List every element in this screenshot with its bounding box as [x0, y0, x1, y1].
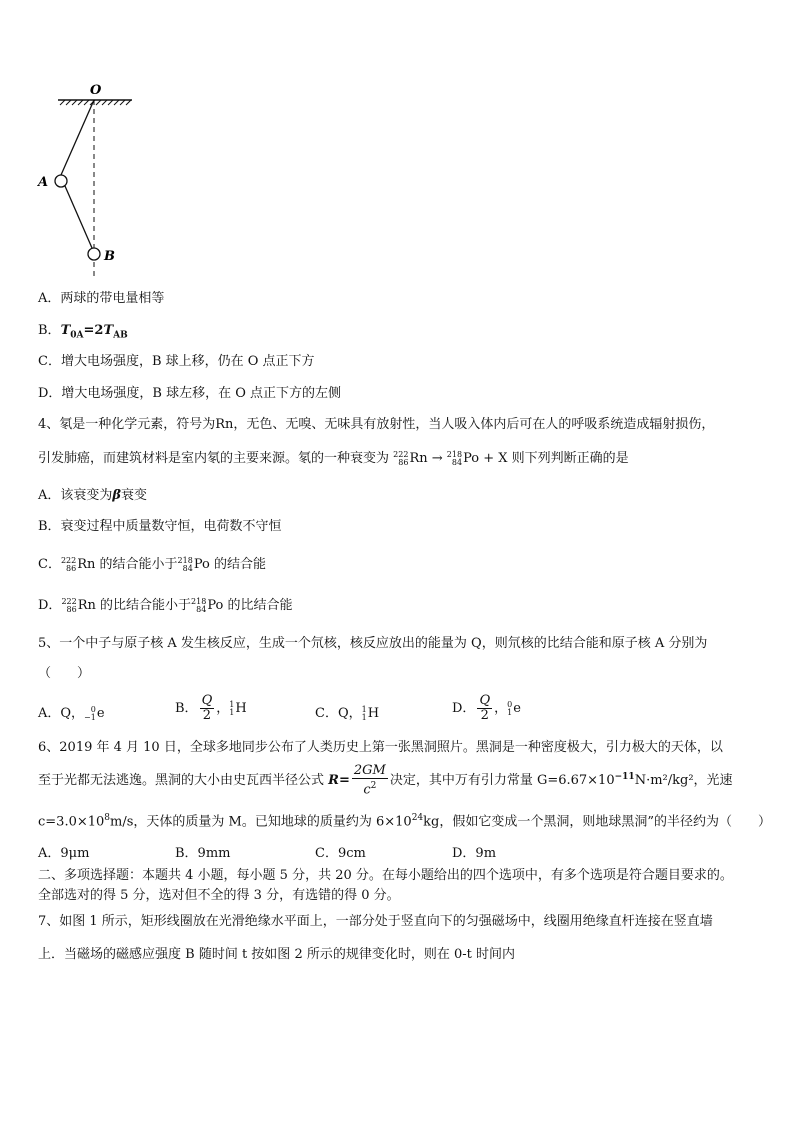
- q6-option-b: B．9mm: [175, 846, 231, 861]
- d-rn-mass: 222: [61, 596, 77, 606]
- q6-den-sup: 2: [370, 781, 377, 791]
- d-po-numbers: [191, 598, 206, 614]
- q4-option-b: B．衰变过程中质量数守恒，电荷数不守恒: [38, 519, 282, 534]
- c-po-symbol: Po: [193, 557, 210, 572]
- q6-option-d: D．9m: [452, 846, 497, 861]
- q5-option-b: [175, 694, 247, 723]
- c-rn-mass: 222: [60, 555, 77, 565]
- q4-a-pre: A．该衰变为: [38, 488, 113, 503]
- q4-a-post: 衰变: [121, 488, 148, 503]
- q5-d-text: D．: [452, 701, 476, 716]
- q5-option-c: [315, 702, 379, 722]
- c-rn-numbers: [61, 557, 76, 573]
- q6-option-c: C．9cm: [315, 846, 366, 861]
- q5-a-nuc: [84, 706, 96, 722]
- label-b: B: [104, 249, 115, 264]
- rn-mass: 222: [393, 449, 409, 459]
- q4-option-d: [38, 597, 293, 615]
- q5-b-mass: 1: [229, 699, 235, 709]
- q5-b-frac: [200, 694, 215, 723]
- q6-line3: [38, 809, 771, 831]
- q5-b-den: 2: [202, 708, 212, 723]
- q5-b-text: B．: [175, 701, 198, 716]
- q5-a-mass: 0: [90, 704, 96, 714]
- q6-c-exp: 8: [104, 813, 111, 823]
- q3-b-t-sub: 0A: [70, 330, 84, 341]
- q5-c-nuc: [362, 706, 367, 722]
- q6-line3-post: m/s，天体的质量为 M。已知地球的质量约为 6×10: [110, 814, 412, 830]
- q5-a-charge: −1: [84, 712, 96, 722]
- q4-c-pre: C．: [38, 557, 61, 572]
- q5-d-nuc: [507, 701, 512, 717]
- rn-nuclide-numbers: [393, 451, 408, 467]
- q6-line2-unit: N·m²/kg²，光速: [634, 773, 733, 789]
- string-ab: [65, 186, 92, 248]
- q6-frac-num: 2GM: [353, 763, 386, 778]
- q4-d-pre: D．: [38, 598, 62, 613]
- beta-symbol: β: [112, 488, 122, 503]
- q5-option-d: [452, 694, 521, 723]
- q4-option-c: [38, 556, 266, 574]
- q6-line3-end: kg，假如它变成一个黑洞，则地球黑洞”的半径约为（ ）: [423, 814, 772, 830]
- q6-frac-den: [352, 779, 388, 797]
- q6-line2-post: 决定，其中万有引力常量 G=6.67×10: [389, 773, 615, 789]
- q5-b-sym: H: [235, 701, 247, 716]
- section2-line2: 全部选对的得 5 分，选对但不全的得 3 分，有选错的得 0 分。: [38, 888, 400, 903]
- po-mass: 218: [446, 449, 463, 459]
- d-rn-numbers: [61, 598, 76, 614]
- rn-symbol: Rn: [409, 451, 428, 466]
- section2-line1: 二、多项选择题：本题共 4 小题，每小题 5 分，共 20 分。在每小题给出的四个选项中，有多个选项是符合题目要求的。: [38, 868, 733, 883]
- c-po-charge: 84: [182, 563, 193, 573]
- q6-den-c: c: [363, 782, 371, 798]
- q4-line2-post: 则下列判断正确的是: [507, 451, 629, 466]
- po-nuclide-numbers: [447, 451, 462, 467]
- q5-b-charge: 1: [229, 707, 235, 717]
- q6-g-exp: −11: [614, 771, 635, 782]
- d-po-symbol: Po: [207, 598, 224, 613]
- q5-paren: （ ）: [38, 666, 91, 681]
- q3-b-t2: T: [103, 323, 114, 338]
- d-po-mass: 218: [191, 596, 207, 606]
- plus-x: + X: [483, 451, 508, 466]
- q5-c-charge: 1: [361, 712, 367, 722]
- q5-c-mass: 1: [361, 704, 367, 714]
- q3-b-t2-sub: AB: [113, 330, 128, 341]
- q3-b-prefix: B．: [38, 323, 61, 338]
- q5-d-mass: 0: [507, 699, 513, 709]
- q6-line2: [38, 764, 733, 797]
- q3-option-c: C．增大电场强度，B 球上移，仍在 O 点正下方: [38, 354, 315, 369]
- d-po-charge: 84: [196, 604, 207, 614]
- q4-line2-pre: 引发肺癌，而建筑材料是室内氡的主要来源。氡的一种衰变为: [38, 451, 390, 466]
- schwarzschild-fraction: [352, 764, 388, 797]
- q5-d-charge: 1: [507, 707, 513, 717]
- q5-d-frac: [477, 694, 492, 723]
- q4-d-post: 的比结合能: [223, 598, 293, 613]
- q5-c-sym: H: [367, 706, 380, 721]
- q5-b-num: Q: [201, 693, 213, 708]
- q6-m-exp: 24: [411, 813, 424, 823]
- q7-line2: 上．当磁场的磁感应强度 B 随时间 t 按如图 2 所示的规律变化时，则在 0-t 时间内: [38, 947, 515, 962]
- q3-option-a: A．两球的带电量相等: [38, 291, 165, 306]
- label-a: A: [38, 175, 49, 190]
- q4-c-mid: 的结合能小于: [95, 557, 178, 572]
- c-po-mass: 218: [177, 555, 193, 565]
- q4-option-a: [38, 487, 147, 505]
- po-symbol: Po: [463, 451, 480, 466]
- q5-a-text: A．Q，: [38, 706, 85, 721]
- q6-line1: 6、2019 年 4 月 10 日，全球多地同步公布了人类历史上第一张黑洞照片。黑洞是一种密度极大，引力极大的天体，以: [38, 740, 723, 755]
- string-oa: [61, 100, 94, 175]
- q5-c-text: C．Q，: [315, 706, 362, 721]
- q4-line2: [38, 450, 629, 468]
- q3-option-b: [38, 322, 128, 345]
- q3-b-eq: =2: [83, 323, 104, 338]
- d-rn-charge: 86: [66, 604, 77, 614]
- q5-b-nuc: [229, 701, 234, 717]
- label-o: O: [90, 83, 102, 98]
- q5-d-sym: e: [513, 701, 521, 716]
- c-rn-charge: 86: [66, 563, 77, 573]
- ceiling: [58, 100, 132, 105]
- q3-b-t: T: [60, 323, 71, 338]
- q6-line3-pre: c=3.0×10: [38, 814, 105, 830]
- q5-d-sep: ，: [494, 701, 508, 716]
- q4-d-mid: 的比结合能小于: [95, 598, 192, 613]
- d-rn-symbol: Rn: [77, 598, 96, 613]
- q5-option-a: [38, 702, 105, 722]
- q5-line1: 5、一个中子与原子核 A 发生核反应，生成一个氘核，核反应放出的能量为 Q，则氘核的比结合能和原子核 A 分别为: [38, 636, 708, 651]
- q5-d-num: Q: [479, 693, 491, 708]
- rn-charge: 86: [398, 457, 409, 467]
- q3-option-d: D．增大电场强度，B 球左移，在 O 点正下方的左侧: [38, 386, 342, 401]
- q6-line2-pre: 至于光都无法逃逸。黑洞的大小由史瓦西半径公式: [38, 773, 329, 789]
- q5-d-den: 2: [480, 708, 489, 723]
- q4-line1: 4、氡是一种化学元素，符号为Rn，无色、无嗅、无味具有放射性，当人吸入体内后可在人的呼吸系统造成辐射损伤，: [38, 417, 715, 432]
- ball-b: [88, 248, 100, 260]
- ball-a: [55, 175, 67, 187]
- q6-option-a: A．9μm: [38, 846, 90, 861]
- q6-r-eq: R=: [328, 773, 350, 789]
- arrow-icon: →: [431, 451, 443, 466]
- c-rn-symbol: Rn: [77, 557, 96, 572]
- q7-line1: 7、如图 1 所示，矩形线圈放在光滑绝缘水平面上，一部分处于竖直向下的匀强磁场中，线圈用绝缘直杆连接在竖直墙: [38, 914, 713, 929]
- q4-c-post: 的结合能: [209, 557, 267, 572]
- q5-b-sep: ，: [216, 701, 230, 716]
- pendulum-figure: [30, 78, 150, 278]
- q5-a-sym: e: [96, 706, 105, 721]
- c-po-numbers: [178, 557, 193, 573]
- po-charge: 84: [451, 457, 463, 467]
